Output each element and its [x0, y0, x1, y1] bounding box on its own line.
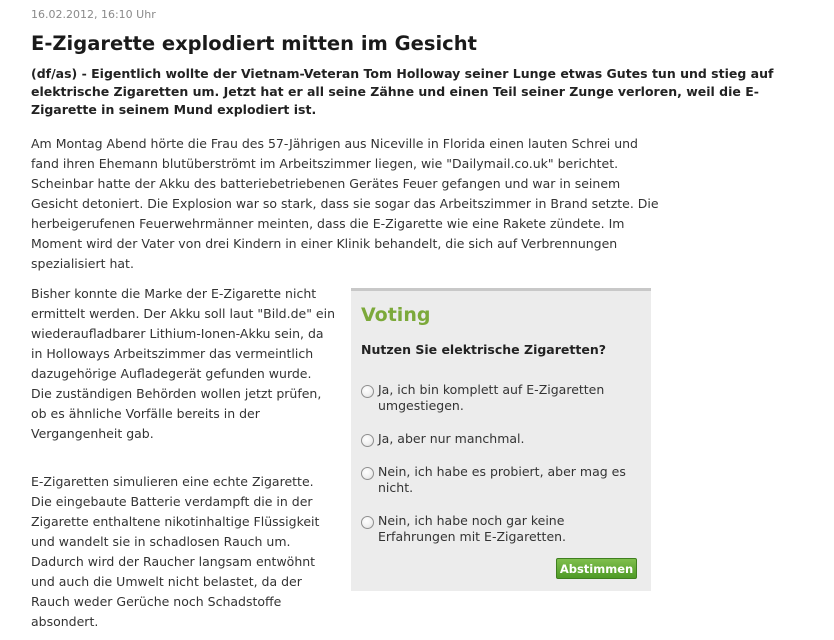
voting-box	[351, 288, 651, 591]
voting-option-label[interactable]: Ja, ich bin komplett auf E-Zigaretten umgestiegen.	[378, 382, 605, 413]
voting-option-2[interactable]	[361, 431, 631, 447]
radio-button-2[interactable]	[361, 434, 374, 447]
voting-option-3[interactable]	[361, 464, 631, 496]
voting-title: Voting	[361, 304, 431, 326]
article-headline: E-Zigarette explodiert mitten im Gesicht	[31, 32, 477, 55]
article-lead: (df/as) - Eigentlich wollte der Vietnam-Veteran Tom Holloway seiner Lunge etwas Gutes tun und stieg auf elektrische Zigaretten um. Jetzt hat er all seine Zähne und einen Teil seiner Zunge verloren, weil die E-Zigarette in seinem Mund explodiert ist.	[31, 66, 774, 117]
radio-button-4[interactable]	[361, 516, 374, 529]
voting-option-4[interactable]	[361, 513, 631, 545]
article-dateline: 16.02.2012, 16:10 Uhr	[31, 8, 156, 21]
voting-option-label[interactable]: Nein, ich habe noch gar keine Erfahrungen mit E-Zigaretten.	[378, 513, 567, 544]
radio-button-1[interactable]	[361, 385, 374, 398]
voting-option-label[interactable]: Nein, ich habe es probiert, aber mag es nicht.	[378, 464, 626, 495]
vote-submit-button[interactable]: Abstimmen	[556, 558, 637, 579]
article-paragraph-1: Am Montag Abend hörte die Frau des 57-Jährigen aus Niceville in Florida einen lauten Schrei und fand ihren Ehemann blutüberströmt im Arbeitszimmer liegen, wie "Dailymail.co.uk" berichtet. Scheinbar hatte der Akku des batteriebetriebenen Gerätes Feuer gefangen und war in seinem Gesicht detoniert. Die Explosion war so stark, dass sie sogar das Arbeitszimmer in Brand setzte. Die herbeigerufenen Feuerwehrmänner meinten, dass die E-Zigarette wie eine Rakete zündete. Im Moment wird der Vater von drei Kindern in einer Klinik behandelt, die sich auf Verbrennungen spezialisiert hat.	[31, 136, 659, 271]
voting-question: Nutzen Sie elektrische Zigaretten?	[361, 342, 606, 357]
voting-option-label[interactable]: Ja, aber nur manchmal.	[378, 431, 525, 446]
voting-option-1[interactable]	[361, 382, 631, 414]
radio-button-3[interactable]	[361, 467, 374, 480]
article-paragraph-2: Bisher konnte die Marke der E-Zigarette nicht ermittelt werden. Der Akku soll laut "Bild.de" ein wiederaufladbarer Lithium-Ionen-Akku sein, da in Holloways Arbeitszimmer das vermeintlich dazugehörige Aufladegerät gefunden wurde. Die zuständigen Behörden wollen jetzt prüfen, ob es ähnliche Vorfälle bereits in der Vergangenheit gab.	[31, 286, 336, 441]
article-paragraph-3: E-Zigaretten simulieren eine echte Zigarette. Die eingebaute Batterie verdampft die in der Zigarette enthaltene nikotinhaltige Flüssigkeit und wandelt sie in schadlosen Rauch um. Dadurch wird der Raucher langsam entwöhnt und auch die Umwelt nicht belastet, da der Rauch weder Gerüche noch Schadstoffe absondert.	[31, 474, 320, 629]
